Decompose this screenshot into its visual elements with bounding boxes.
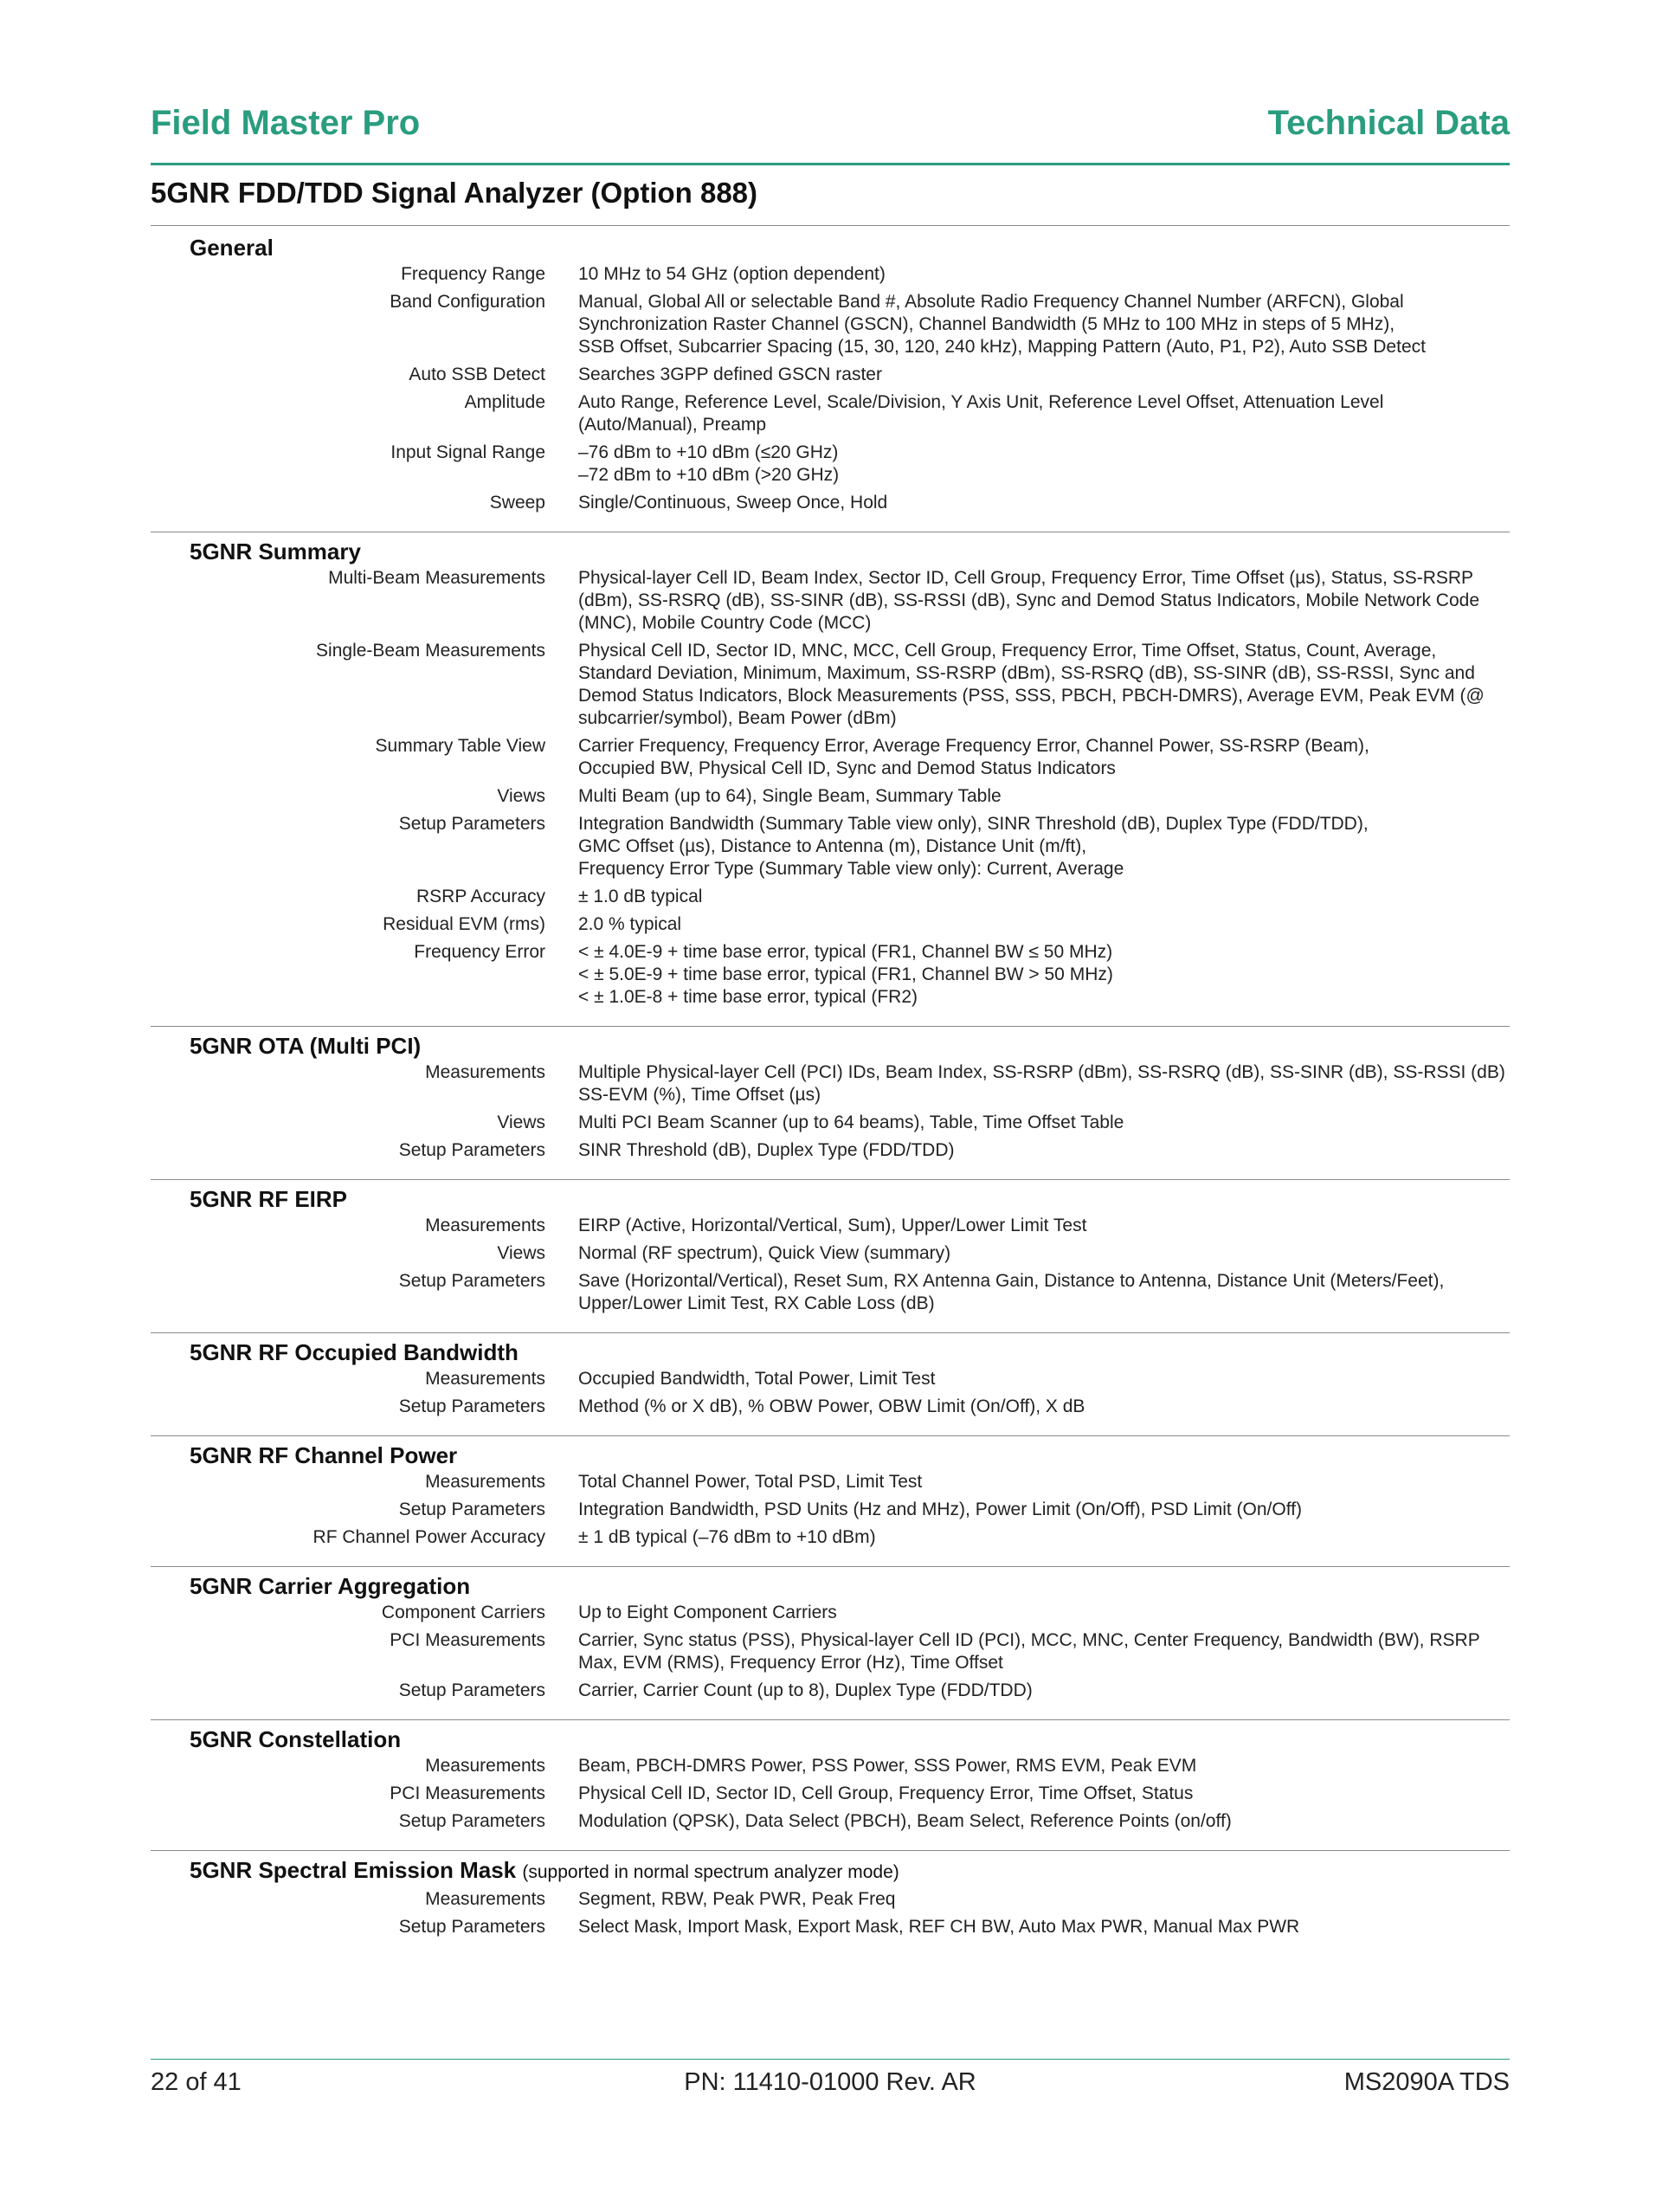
spec-value: EIRP (Active, Horizontal/Vertical, Sum), Upper/Lower Limit Test <box>578 1216 1087 1235</box>
spec-label: RF Channel Power Accuracy <box>312 1527 545 1547</box>
spec-value: ± 1 dB typical (–76 dBm to +10 dBm) <box>578 1527 876 1547</box>
spec-row <box>151 1526 1510 1549</box>
spec-value: 10 MHz to 54 GHz (option dependent) <box>578 264 886 284</box>
spec-value: Carrier, Sync status (PSS), Physical-layer Cell ID (PCI), MCC, MNC, Center Frequency, Bandwidth (BW), RSRP Max, EVM (RMS), Frequency Error (Hz), Time Offset <box>578 1630 1480 1673</box>
section-title-text: General <box>190 235 274 261</box>
spec-row <box>151 1629 1510 1674</box>
section-title <box>190 1724 1510 1755</box>
spec-value: Physical Cell ID, Sector ID, MNC, MCC, Cell Group, Frequency Error, Time Offset, Status, Count, Average, Standard Deviation, Minimum, Maximum, SS-RSRP (dBm), SS-RSRQ (dB), SS-SINR (dB), SS-RSSI, Sync and Demod Status Indicators, Block Measurements (PSS, SSS, PBCH, PBCH-DMRS), Average EVM, Peak EVM (@ subcarrier/symbol), Beam Power (dBm) <box>578 641 1485 728</box>
spec-label: Setup Parameters <box>398 1140 545 1160</box>
spec-row <box>151 391 1510 436</box>
spec-value: Physical-layer Cell ID, Beam Index, Sector ID, Cell Group, Frequency Error, Time Offset (µs), Status, SS-RSRP (dBm), SS-RSRQ (dB), SS-SINR (dB), SS-RSSI (dB), Sync and Demod Status Indicators, Mobile Network Code (MNC), Mobile Country Code (MCC) <box>578 568 1479 633</box>
spec-value: < ± 4.0E-9 + time base error, typical (FR1, Channel BW ≤ 50 MHz) < ± 5.0E-9 + time base error, typical (FR1, Channel BW > 50 MHz) < ± 1.0E-8 + time base error, typical (FR2) <box>578 942 1113 1007</box>
page-number: 22 of 41 <box>151 2068 242 2096</box>
spec-row <box>151 886 1510 908</box>
spec-value: Auto Range, Reference Level, Scale/Division, Y Axis Unit, Reference Level Offset, Attenuation Level (Auto/Manual), Preamp <box>578 392 1384 435</box>
spec-row <box>151 364 1510 386</box>
spec-label: RSRP Accuracy <box>416 887 545 906</box>
spec-row <box>151 1139 1510 1162</box>
spec-label: Setup Parameters <box>398 814 545 834</box>
spec-value: –76 dBm to +10 dBm (≤20 GHz) –72 dBm to +10 dBm (>20 GHz) <box>578 442 840 485</box>
section-title <box>190 536 1510 567</box>
spec-row <box>151 1783 1510 1805</box>
section-title-text: 5GNR Summary <box>190 538 361 564</box>
page-footer <box>151 2059 1510 2108</box>
spec-row <box>151 442 1510 487</box>
section-title-text: 5GNR Constellation <box>190 1726 402 1752</box>
spec-value: Multi Beam (up to 64), Single Beam, Summary Table <box>578 786 1002 806</box>
section-title-text: 5GNR RF Occupied Bandwidth <box>190 1339 519 1365</box>
spec-row <box>151 492 1510 514</box>
section-title <box>190 1440 1510 1471</box>
header-section-label: Technical Data <box>1267 104 1510 142</box>
spec-value: Searches 3GPP defined GSCN raster <box>578 364 882 384</box>
spec-label: Setup Parameters <box>398 1917 545 1937</box>
spec-value: ± 1.0 dB typical <box>578 887 703 906</box>
spec-section <box>151 1567 1510 1720</box>
spec-label: Measurements <box>425 1756 545 1776</box>
section-title <box>190 1570 1510 1602</box>
spec-label: Multi-Beam Measurements <box>328 568 545 588</box>
spec-value: Multi PCI Beam Scanner (up to 64 beams), Table, Time Offset Table <box>578 1112 1124 1132</box>
section-title <box>190 232 1510 263</box>
spec-label: Residual EVM (rms) <box>383 914 545 934</box>
document-id: MS2090A TDS <box>1343 2068 1510 2096</box>
spec-row <box>151 1471 1510 1493</box>
section-title-text: 5GNR Carrier Aggregation <box>190 1573 471 1599</box>
spec-row <box>151 735 1510 780</box>
spec-row <box>151 1888 1510 1911</box>
spec-label: Views <box>497 1243 545 1263</box>
spec-value: Integration Bandwidth, PSD Units (Hz and MHz), Power Limit (On/Off), PSD Limit (On/Off) <box>578 1499 1302 1519</box>
spec-label: Component Carriers <box>381 1603 545 1622</box>
spec-label: Summary Table View <box>375 736 545 756</box>
spec-row <box>151 1368 1510 1390</box>
spec-value: Total Channel Power, Total PSD, Limit Test <box>578 1472 923 1492</box>
spec-row <box>151 1602 1510 1624</box>
spec-row <box>151 1061 1510 1106</box>
spec-label: Band Configuration <box>390 292 545 312</box>
spec-label: Setup Parameters <box>398 1680 545 1700</box>
spec-section <box>151 532 1510 1027</box>
spec-label: Auto SSB Detect <box>409 364 545 384</box>
spec-row <box>151 263 1510 286</box>
spec-section <box>151 1180 1510 1333</box>
spec-value: SINR Threshold (dB), Duplex Type (FDD/TDD) <box>578 1140 955 1160</box>
spec-section <box>151 1851 1510 1956</box>
spec-label: Sweep <box>489 493 545 513</box>
spec-value: Carrier Frequency, Frequency Error, Average Frequency Error, Channel Power, SS-RSRP (Beam), Occupied BW, Physical Cell ID, Sync and Demod Status Indicators <box>578 736 1369 778</box>
spec-row <box>151 1270 1510 1315</box>
spec-row <box>151 813 1510 880</box>
spec-row <box>151 1396 1510 1418</box>
section-title-text: 5GNR RF EIRP <box>190 1186 348 1212</box>
spec-value: Select Mask, Import Mask, Export Mask, REF CH BW, Auto Max PWR, Manual Max PWR <box>578 1917 1300 1937</box>
spec-section <box>151 1027 1510 1180</box>
spec-label: Setup Parameters <box>398 1271 545 1291</box>
section-title <box>190 1183 1510 1215</box>
section-note: (supported in normal spectrum analyzer mode) <box>522 1862 899 1882</box>
spec-value: Modulation (QPSK), Data Select (PBCH), Beam Select, Reference Points (on/off) <box>578 1811 1232 1831</box>
spec-label: PCI Measurements <box>390 1630 545 1650</box>
spec-value: Integration Bandwidth (Summary Table view only), SINR Threshold (dB), Duplex Type (FDD/TDD), GMC Offset (µs), Distance to Antenna (m), Distance Unit (m/ft), Frequency Error Type (Summary Table view only): Current, Average <box>578 814 1369 879</box>
spec-value: Multiple Physical-layer Cell (PCI) IDs, Beam Index, SS-RSRP (dBm), SS-RSRQ (dB), SS-SINR (dB), SS-RSSI (dB) SS-EVM (%), Time Offset (µs) <box>578 1062 1505 1105</box>
spec-row <box>151 1810 1510 1833</box>
product-name: Field Master Pro <box>151 104 421 142</box>
section-title <box>190 1030 1510 1061</box>
section-title-text: 5GNR OTA (Multi PCI) <box>190 1033 422 1059</box>
spec-value: Manual, Global All or selectable Band #, Absolute Radio Frequency Channel Number (ARFCN), Global Synchronization Raster Channel (GSCN), Channel Bandwidth (5 MHz to 100 MHz in steps of 5 MHz), SSB Offset, Subcarrier Spacing (15, 30, 120, 240 kHz), Mapping Pattern (Auto, P1, P2), Auto SSB Detect <box>578 292 1426 357</box>
spec-row <box>151 567 1510 635</box>
spec-table <box>151 229 1510 1956</box>
spec-row <box>151 1680 1510 1702</box>
spec-label: Measurements <box>425 1062 545 1082</box>
spec-row <box>151 913 1510 936</box>
spec-value: Normal (RF spectrum), Quick View (summary) <box>578 1243 951 1263</box>
spec-value: Up to Eight Component Carriers <box>578 1603 837 1622</box>
spec-row <box>151 1242 1510 1265</box>
spec-section <box>151 1720 1510 1851</box>
spec-label: Setup Parameters <box>398 1396 545 1416</box>
spec-label: Measurements <box>425 1889 545 1909</box>
page-title: 5GNR FDD/TDD Signal Analyzer (Option 888) <box>151 175 1510 226</box>
spec-row <box>151 1499 1510 1521</box>
spec-label: PCI Measurements <box>390 1783 545 1803</box>
spec-label: Setup Parameters <box>398 1811 545 1831</box>
spec-row <box>151 1916 1510 1938</box>
spec-label: Setup Parameters <box>398 1499 545 1519</box>
section-title <box>190 1854 1510 1888</box>
spec-label: Views <box>497 1112 545 1132</box>
part-number: PN: 11410-01000 Rev. AR <box>684 2068 976 2096</box>
spec-value: Single/Continuous, Sweep Once, Hold <box>578 493 888 513</box>
spec-label: Measurements <box>425 1472 545 1492</box>
spec-row <box>151 1755 1510 1777</box>
spec-value: Occupied Bandwidth, Total Power, Limit Test <box>578 1369 936 1389</box>
spec-row <box>151 785 1510 808</box>
spec-label: Single-Beam Measurements <box>316 641 545 661</box>
spec-label: Views <box>497 786 545 806</box>
spec-value: Save (Horizontal/Vertical), Reset Sum, RX Antenna Gain, Distance to Antenna, Distance Unit (Meters/Feet), Upper/Lower Limit Test, RX Cable Loss (dB) <box>578 1271 1445 1313</box>
spec-label: Measurements <box>425 1216 545 1235</box>
spec-row <box>151 1112 1510 1134</box>
spec-value: Carrier, Carrier Count (up to 8), Duplex Type (FDD/TDD) <box>578 1680 1033 1700</box>
spec-value: Segment, RBW, Peak PWR, Peak Freq <box>578 1889 896 1909</box>
section-title-text: 5GNR RF Channel Power <box>190 1442 458 1468</box>
spec-label: Frequency Error <box>414 942 545 962</box>
spec-row <box>151 941 1510 1009</box>
spec-label: Amplitude <box>464 392 545 412</box>
spec-section <box>151 1333 1510 1436</box>
spec-section <box>151 1436 1510 1567</box>
spec-row <box>151 1215 1510 1237</box>
spec-label: Measurements <box>425 1369 545 1389</box>
spec-value: 2.0 % typical <box>578 914 682 934</box>
section-title-text: 5GNR Spectral Emission Mask <box>190 1857 517 1883</box>
spec-value: Method (% or X dB), % OBW Power, OBW Limit (On/Off), X dB <box>578 1396 1085 1416</box>
spec-row <box>151 640 1510 730</box>
spec-value: Physical Cell ID, Sector ID, Cell Group, Frequency Error, Time Offset, Status <box>578 1783 1194 1803</box>
spec-section <box>151 229 1510 532</box>
page-header <box>151 104 1510 165</box>
spec-label: Input Signal Range <box>390 442 545 462</box>
spec-row <box>151 291 1510 358</box>
spec-label: Frequency Range <box>401 264 545 284</box>
section-title <box>190 1337 1510 1368</box>
spec-value: Beam, PBCH-DMRS Power, PSS Power, SSS Power, RMS EVM, Peak EVM <box>578 1756 1197 1776</box>
